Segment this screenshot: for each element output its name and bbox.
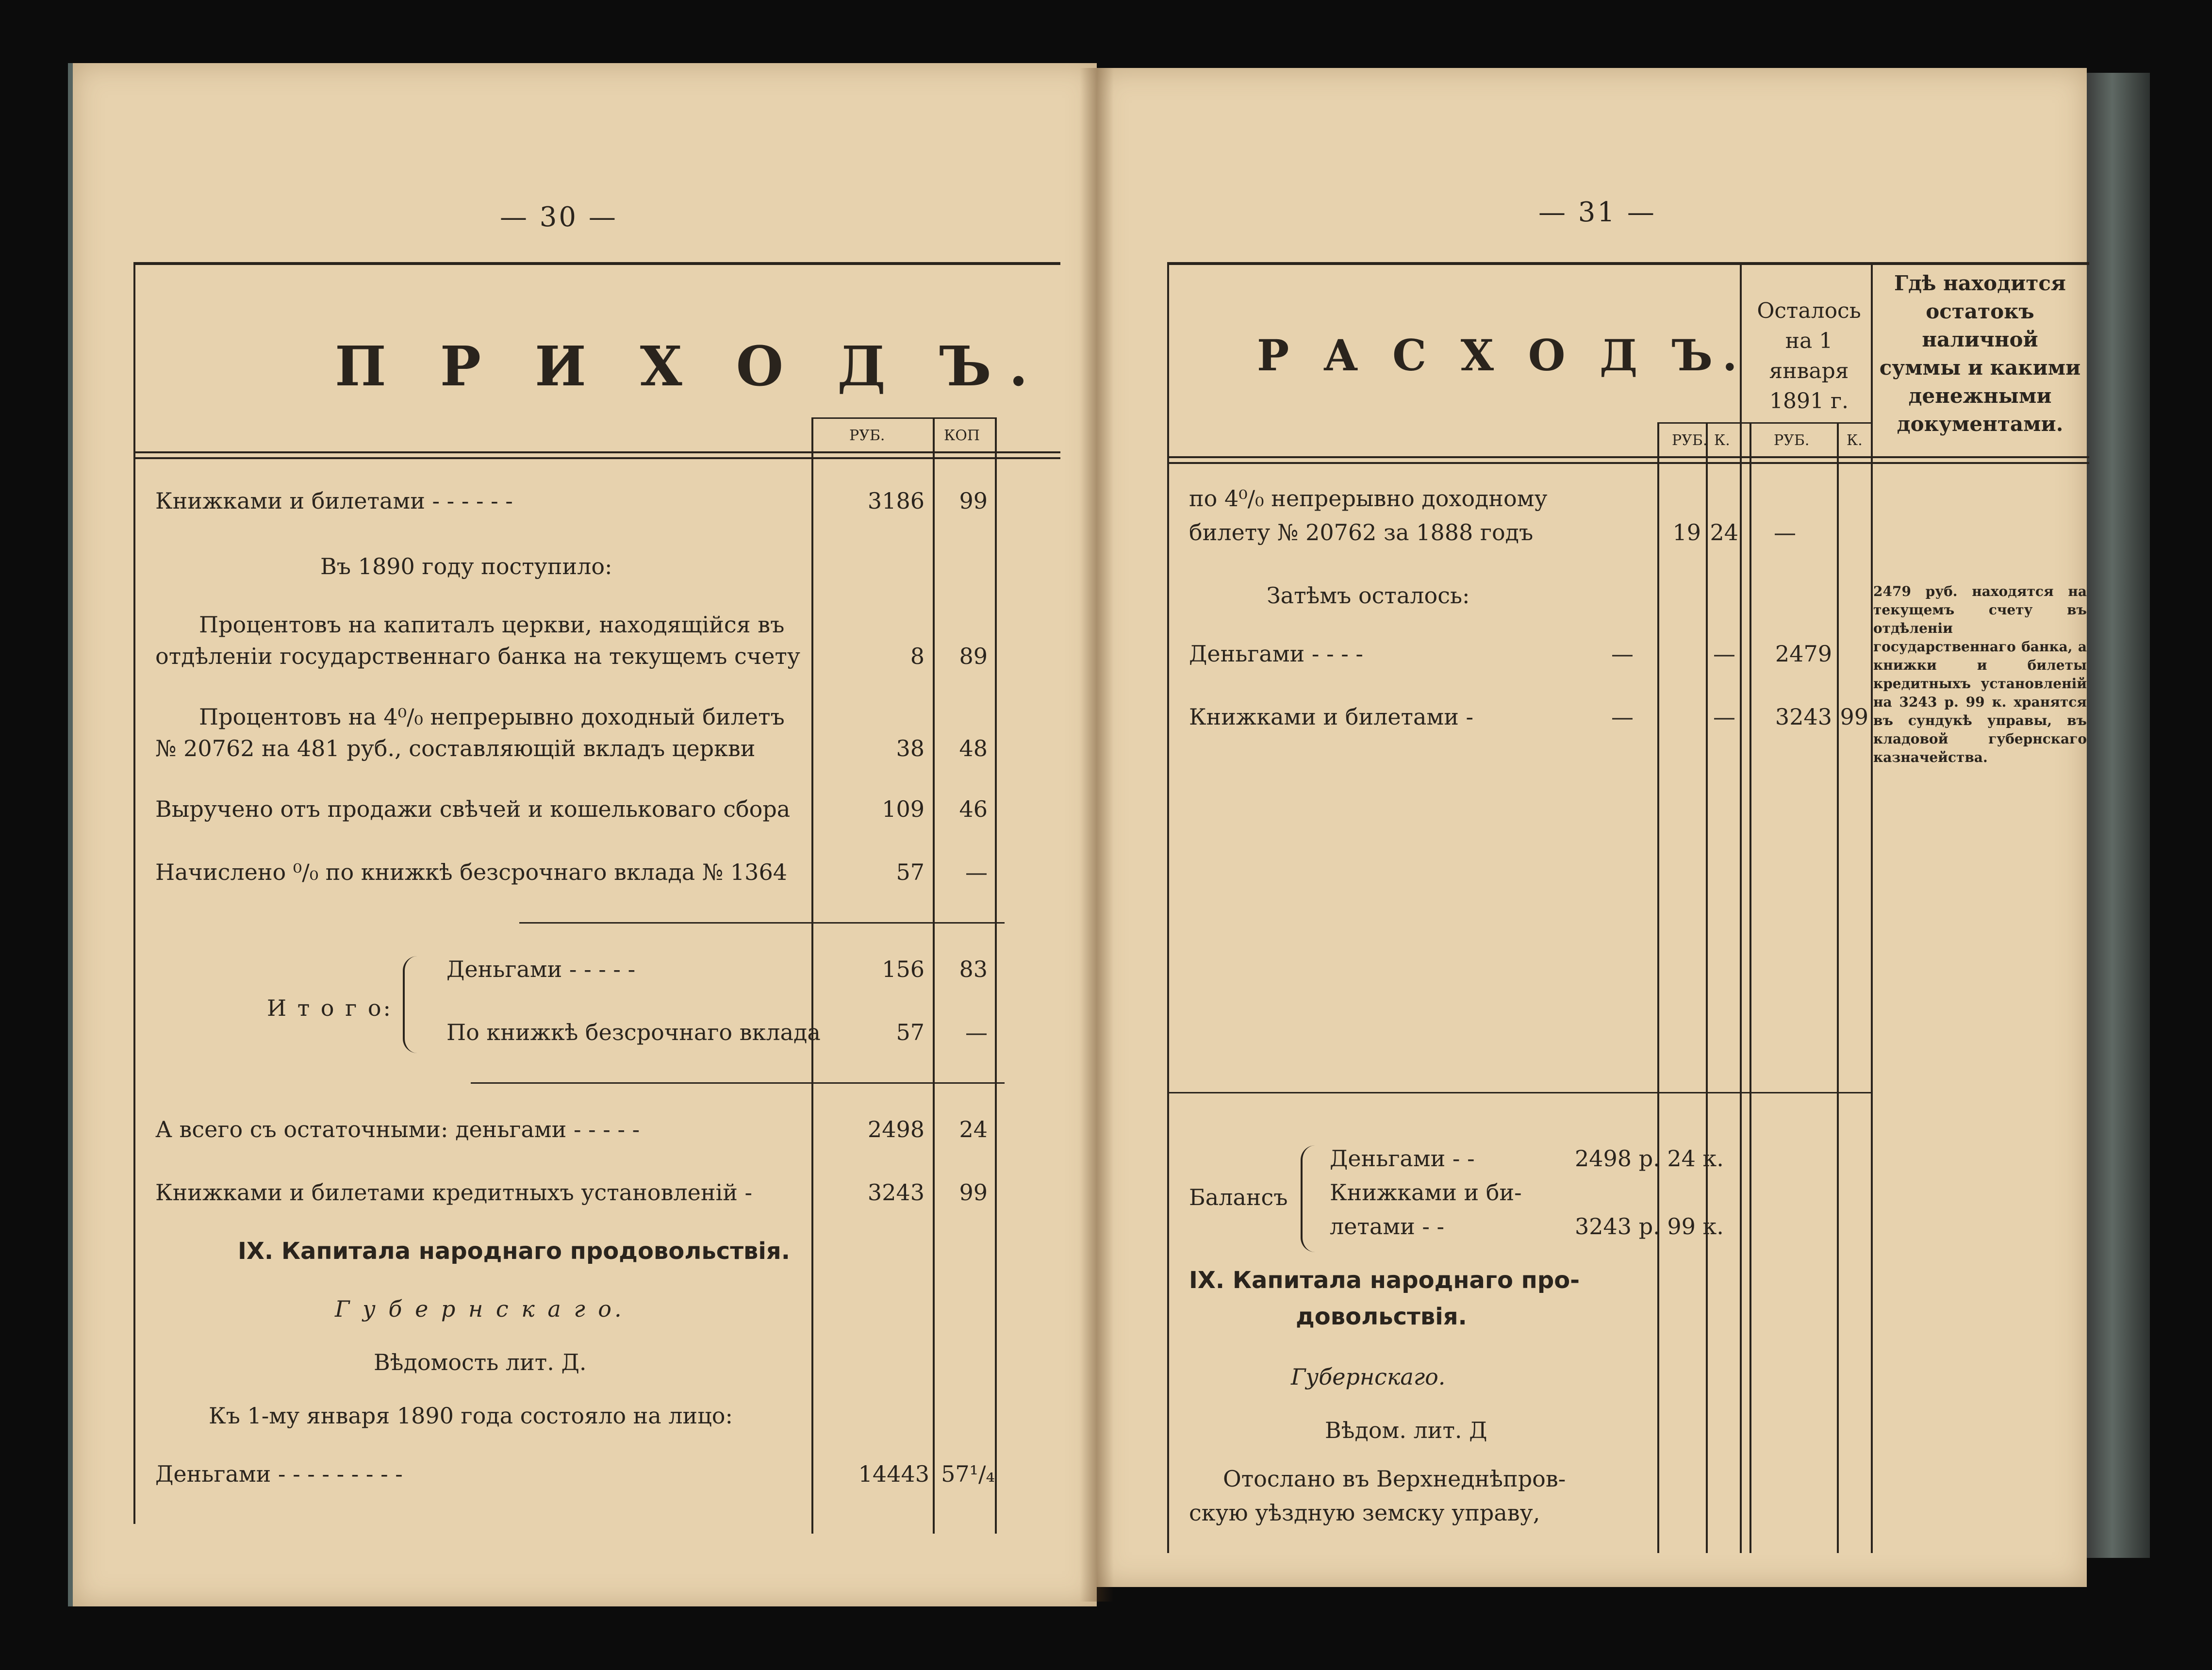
row-procenty1-label1: Процентовъ на капиталъ церкви, находящійся въ xyxy=(199,612,785,638)
row-nachisleno-kop: — xyxy=(965,859,988,885)
r-vedom: Вѣдом. лит. Д xyxy=(1325,1417,1487,1443)
rashod-title: Р А С Х О Д Ъ. xyxy=(1257,330,1747,380)
row-postupilo-label: Въ 1890 году поступило: xyxy=(320,553,612,579)
r-dengami-rub: — xyxy=(1611,641,1634,667)
row-vyrucheno-kop: 46 xyxy=(959,796,988,822)
col-rule-end xyxy=(995,417,997,1534)
r-col-rule-ostalos-inner xyxy=(1750,422,1751,1553)
vedomost-heading: Вѣдомость лит. Д. xyxy=(374,1349,587,1375)
row-knizhkami-rub: 3186 xyxy=(867,488,924,514)
total-knizhki-rub: 3243 xyxy=(867,1179,924,1206)
row-nachisleno-rub: 57 xyxy=(896,859,924,885)
row-procenty1-rub: 8 xyxy=(910,643,924,669)
row-knizhkami-kop: 99 xyxy=(959,488,988,514)
location-note: 2479 руб. находятся на текущемъ счету въ отдѣленіи государственнаго банка, а книжки и билеты кредитныхъ установленій на 3243 р. 99 к. хранятся въ сундукѣ управы, въ кладовой губернскаго казначейства. xyxy=(1873,583,2087,765)
last-dengami-kop: 57¹/₄ xyxy=(941,1461,995,1487)
total-knizhki-kop: 99 xyxy=(959,1179,988,1206)
col-header-top xyxy=(811,417,996,419)
row-vyrucheno-label: Выручено отъ продажи свѣчей и кошельковаго сбора xyxy=(155,796,791,822)
r1-ostalos-dash: — xyxy=(1774,519,1796,546)
total-dengami-kop: 24 xyxy=(959,1116,988,1142)
r-otoslano-line1: Отослано въ Верхнеднѣпров- xyxy=(1223,1466,1566,1492)
r-section-ix-line2: довольствія. xyxy=(1296,1303,1467,1330)
r1-rub: 19 xyxy=(1672,519,1701,546)
row-vyrucheno-rub: 109 xyxy=(882,796,924,822)
row-procenty2-label2: № 20762 на 481 руб., составляющій вкладъ церкви xyxy=(155,735,756,761)
col-header-ostalos: Осталось на 1 января 1891 г. xyxy=(1757,298,1861,413)
left-page xyxy=(73,63,1097,1606)
page-number-left: — 30 — xyxy=(500,201,618,233)
r-table-top-rule xyxy=(1167,262,2089,265)
k1-yanvarya-text: Къ 1-му января 1890 года состояло на лицо: xyxy=(209,1403,733,1429)
r-knizhki-ostalos: 3243 xyxy=(1775,704,1832,730)
balans-dengami: Деньгами - - xyxy=(1330,1145,1475,1172)
r-col-header-k: К. xyxy=(1714,432,1730,449)
row-procenty2-rub: 38 xyxy=(896,735,924,761)
itogo-knizhka-label: По книжкѣ безсрочнаго вклада xyxy=(446,1019,821,1045)
itogo-top-rule xyxy=(519,922,1005,924)
itogo-brace xyxy=(403,956,419,1053)
r1-label-line2: билету № 20762 за 1888 годъ xyxy=(1189,519,1534,546)
r-header-rule-2 xyxy=(1167,462,2089,464)
r-col-rule-k xyxy=(1706,422,1708,1553)
row-procenty2-label1: Процентовъ на 4⁰/₀ непрерывно доходный билетъ xyxy=(199,704,785,730)
r-knizhki-ostalos-k: 99 xyxy=(1840,704,1868,730)
balans-dengami-value: 2498 р. 24 к. xyxy=(1575,1145,1724,1172)
table-top-rule xyxy=(133,262,1060,265)
balans-brace xyxy=(1301,1145,1317,1252)
r-col-header-k2: К. xyxy=(1847,432,1863,449)
total-knizhki-label: Книжками и билетами кредитныхъ установленій - xyxy=(155,1179,753,1206)
prihod-title: П Р И Х О Д Ъ. xyxy=(335,335,1045,398)
r-knizhki-label: Книжками и билетами - xyxy=(1189,704,1474,730)
itogo-dengami-rub: 156 xyxy=(882,956,924,982)
last-dengami-label: Деньгами - - - - - - - - - xyxy=(155,1461,403,1487)
itogo-dengami-label: Деньгами - - - - - xyxy=(446,956,636,982)
col-header-kop: КОП xyxy=(944,427,980,444)
r-col-header-rub: РУБ. xyxy=(1672,432,1708,449)
r-header-rule-1 xyxy=(1167,456,2089,458)
balans-letami: летами - - xyxy=(1330,1213,1445,1240)
itogo-label: И т о г о: xyxy=(267,995,393,1021)
balans-knizhki-value: 3243 р. 99 к. xyxy=(1575,1213,1724,1240)
book-cover-right-edge xyxy=(2087,73,2150,1558)
r-table-left-rule xyxy=(1167,262,1169,1553)
r-otoslano-line2: скую уѣздную земску управу, xyxy=(1189,1500,1540,1526)
r-balans-top-rule xyxy=(1167,1092,1871,1093)
page-number-right: — 31 — xyxy=(1538,197,1656,228)
col-header-rub: РУБ. xyxy=(849,427,885,444)
itogo-bottom-rule xyxy=(471,1082,1005,1084)
row-procenty2-kop: 48 xyxy=(959,735,988,761)
zatem-label: Затѣмъ осталось: xyxy=(1267,582,1470,609)
row-nachisleno-label: Начислено ⁰/₀ по книжкѣ безсрочнаго вклада № 1364 xyxy=(155,859,787,885)
r-dengami-ostalos: 2479 xyxy=(1775,641,1832,667)
balans-knizhki: Книжками и би- xyxy=(1330,1179,1522,1206)
gubernskago-heading: Г у б е р н с к а г о. xyxy=(335,1296,625,1322)
col-rule-kop xyxy=(933,417,935,1534)
book-gutter xyxy=(1080,68,1114,1602)
total-dengami-rub: 2498 xyxy=(867,1116,924,1142)
r1-k: 24 xyxy=(1710,519,1738,546)
col-header-gde: Гдѣ находится остатокъ наличной суммы и какими денежными документами. xyxy=(1879,271,2081,436)
r-knizhki-rub: — xyxy=(1611,704,1634,730)
r-dengami-k: — xyxy=(1713,641,1735,667)
header-rule-1 xyxy=(133,451,1060,453)
section-ix-heading: IX. Капитала народнаго продовольствія. xyxy=(238,1238,790,1265)
r-col-header-top xyxy=(1657,422,1871,424)
r-gubernskago: Губернскаго. xyxy=(1291,1364,1446,1390)
r1-label-line1: по 4⁰/₀ непрерывно доходному xyxy=(1189,485,1548,512)
row-procenty1-label2: отдѣленіи государственнаго банка на текущемъ счету xyxy=(155,643,800,669)
r-col-rule-rub xyxy=(1657,422,1659,1553)
row-procenty1-kop: 89 xyxy=(959,643,988,669)
header-rule-2 xyxy=(133,457,1060,459)
balans-label: Балансъ xyxy=(1189,1184,1288,1210)
r-section-ix-line1: IX. Капитала народнаго про- xyxy=(1189,1267,1580,1294)
total-dengami-label: А всего съ остаточными: деньгами - - - - - xyxy=(155,1116,640,1142)
r-col-rule-ostalos xyxy=(1740,262,1742,1553)
r-dengami-label: Деньгами - - - - xyxy=(1189,641,1363,667)
r-col-header-rub2: РУБ. xyxy=(1774,432,1810,449)
row-knizhkami-label: Книжками и билетами - - - - - - xyxy=(155,488,513,514)
last-dengami-rub: 14443 xyxy=(858,1461,929,1487)
itogo-knizhka-kop: — xyxy=(965,1019,988,1045)
right-page xyxy=(1097,68,2087,1587)
col-rule-rub xyxy=(811,417,813,1534)
r-col-rule-k2 xyxy=(1837,422,1839,1553)
r-col-rule-gde xyxy=(1871,262,1873,1553)
r-knizhki-k: — xyxy=(1713,704,1735,730)
itogo-dengami-kop: 83 xyxy=(959,956,988,982)
itogo-knizhka-rub: 57 xyxy=(896,1019,924,1045)
